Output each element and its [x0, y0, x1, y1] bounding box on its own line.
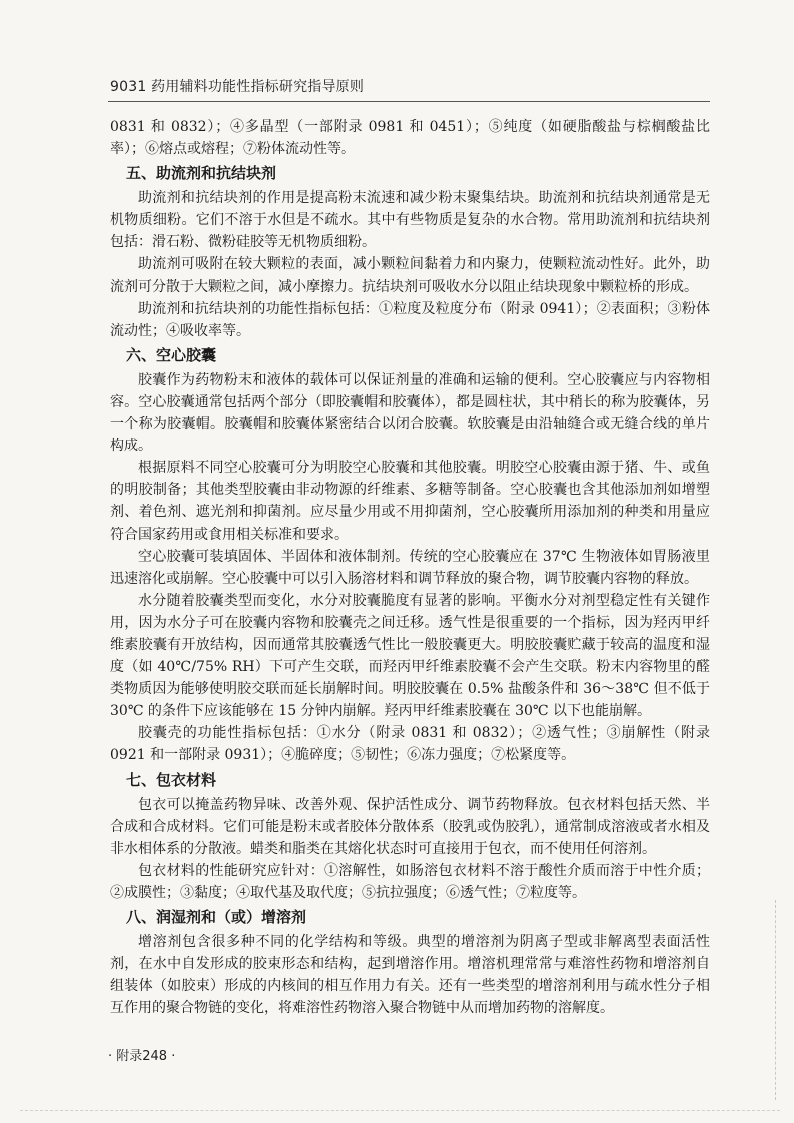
running-header: 9031 药用辅料功能性指标研究指导原则 [110, 79, 365, 95]
paragraph: 空心胶囊可装填固体、半固体和液体制剂。传统的空心胶囊应在 37℃ 生物液体如胃肠液里迅速溶化或崩解。空心胶囊中可以引入肠溶材料和调节释放的聚合物，调节胶囊内容物的释放。 [110, 548, 710, 587]
section-heading-5: 五、助流剂和抗结块剂 [126, 164, 277, 183]
paragraph: 包衣材料的性能研究应针对：①溶解性，如肠溶包衣材料不溶于酸性介质而溶于中性介质；②成膜性；③黏度；④取代基及取代度；⑤抗拉强度；⑥透气性；⑦粒度等。 [110, 862, 710, 901]
paragraph-continued: 0831 和 0832）；④多晶型（一部附录 0981 和 0451）；⑤纯度（如硬脂酸盐与棕榈酸盐比率）；⑥熔点或熔程；⑦粉体流动性等。 [110, 119, 710, 158]
paragraph: 根据原料不同空心胶囊可分为明胶空心胶囊和其他胶囊。明胶空心胶囊由源于猪、牛、或鱼的明胶制备；其他类型胶囊由非动物源的纤维素、多糖等制备。空心胶囊也含其他添加剂如增塑剂、着色剂、遮光剂和抑菌剂。应尽量少用或不用抑菌剂，空心胶囊所用添加剂的种类和用量应符合国家药用或食用相关标准和要求。 [110, 460, 710, 543]
main-text [110, 116, 710, 1019]
paragraph: 增溶剂包含很多种不同的化学结构和等级。典型的增溶剂为阴离子型或非解离型表面活性剂，在水中自发形成的胶束形态和结构，起到增溶作用。增溶机理常常与难溶性药物和增溶剂自组装体（如胶束）形成的内核间的相互作用力有关。还有一些类型的增溶剂利用与疏水性分子相互作用的聚合物链的变化，将难溶性药物溶入聚合物链中从而增加药物的溶解度。 [110, 934, 710, 1017]
paragraph: 助流剂可吸附在较大颗粒的表面，减小颗粒间黏着力和内聚力，使颗粒流动性好。此外，助流剂可分散于大颗粒之间，减小摩擦力。抗结块剂可吸收水分以阻止结块现象中颗粒桥的形成。 [110, 256, 710, 295]
paragraph: 胶囊壳的功能性指标包括：①水分（附录 0831 和 0832）；②透气性；③崩解性（附录 0921 和一部附录 0931）；④脆碎度；⑤韧性；⑥冻力强度；⑦松紧度等。 [110, 725, 710, 764]
page-number: · 附录248 · [108, 1049, 176, 1064]
paragraph: 胶囊作为药物粉末和液体的载体可以保证剂量的准确和运输的便利。空心胶囊应与内容物相容。空心胶囊通常包括两个部分（即胶囊帽和胶囊体），都是圆柱状，其中稍长的称为胶囊体，另一个称为胶囊帽。胶囊帽和胶囊体紧密结合以闭合胶囊。软胶囊是由沿轴缝合或无缝合线的单片构成。 [110, 371, 710, 455]
section-heading-6: 六、空心胶囊 [126, 345, 217, 364]
section-heading-7: 七、包衣材料 [126, 770, 217, 789]
section-heading-8: 八、润湿剂和（或）增溶剂 [126, 908, 307, 926]
paragraph: 包衣可以掩盖药物异味、改善外观、保护活性成分、调节药物释放。包衣材料包括天然、半合成和合成材料。它们可能是粉末或者胶体分散体系（胶乳或伪胶乳），通常制成溶液或者水相及非水相体系的分散液。蜡类和脂类在其熔化状态时可直接用于包衣，而不使用任何溶剂。 [110, 796, 710, 857]
paragraph: 助流剂和抗结块剂的功能性指标包括：①粒度及粒度分布（附录 0941）；②表面积；③粉体流动性；④吸收率等。 [110, 300, 710, 339]
scan-edge-mark [20, 1110, 780, 1111]
scan-edge-mark [775, 900, 780, 1100]
paragraph: 助流剂和抗结块剂的作用是提高粉末流速和减少粉末聚集结块。助流剂和抗结块剂通常是无机物质细粉。它们不溶于水但是不疏水。其中有些物质是复杂的水合物。常用助流剂和抗结块剂包括：滑石粉、微粉硅胶等无机物质细粉。 [110, 190, 710, 251]
paragraph: 水分随着胶囊类型而变化，水分对胶囊脆度有显著的影响。平衡水分对剂型稳定性有关键作用，因为水分子可在胶囊内容物和胶囊壳之间迁移。透气性是很重要的一个指标，因为羟丙甲纤维素胶囊有开放结构，因而通常其胶囊透气性比一般胶囊更大。明胶胶囊贮藏于较高的温度和湿度（如 40℃/75% RH）下可产生交联，而羟丙甲纤维素胶囊不会产生交联。粉末内容物里的醛类物质因为能够使明胶交联而延长崩解时间。明胶胶囊在 0.5% 盐酸条件和 36～38℃ 但不低于 30℃ 的条件下应该能够在 15 分钟内崩解。羟丙甲纤维素胶囊在 30℃ 以下也能崩解。 [110, 592, 710, 720]
header-rule [108, 101, 710, 102]
